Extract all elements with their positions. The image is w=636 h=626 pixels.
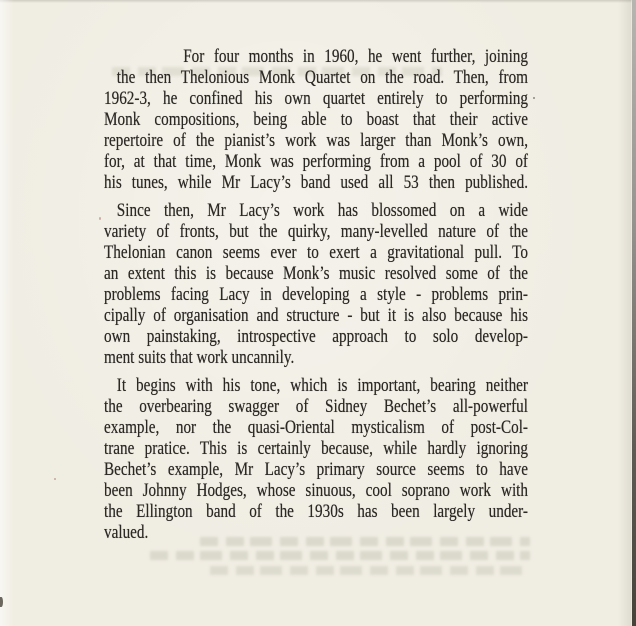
text-line: been Johnny Hodges, whose sinuous, cool soprano work with (104, 480, 528, 501)
page-left-edge-highlight (0, 0, 14, 626)
paper-speck (0, 597, 3, 607)
text-line: his tunes, while Mr Lacy’s band used all 53 then published. (104, 172, 528, 193)
text-line: Since then, Mr Lacy’s work has blossomed on a wide (116, 200, 529, 221)
show-through-text-smudge (150, 551, 530, 560)
text-line: It begins with his tone, which is important, bearing neither (116, 375, 529, 396)
text-line: Monk compositions, being able to boast that their active (104, 109, 528, 130)
paper-speck (533, 97, 535, 99)
paragraph (104, 46, 528, 193)
scan-right-edge-line (632, 0, 636, 626)
paper-speck (54, 478, 56, 480)
text-line: the Ellington band of the 1930s has been largely under- (104, 501, 528, 522)
text-line: trane pratice. This is certainly because, while hardly ignoring (104, 438, 528, 459)
text-line: the then Thelonious Monk Quartet on the road. Then, from (116, 67, 529, 88)
text-line: 1962-3, he confined his own quartet entirely to performing (104, 88, 528, 109)
page-text-block (104, 46, 528, 543)
text-line: Thelonian canon seems ever to exert a gravitational pull. To (104, 242, 528, 263)
text-line: problems facing Lacy in developing a style - problems prin- (104, 284, 528, 305)
text-line: ment suits that work uncannily. (104, 347, 295, 368)
paragraph (104, 200, 528, 368)
text-line: valued. (104, 522, 149, 543)
text-line: Bechet’s example, Mr Lacy’s primary source seems to have (104, 459, 528, 480)
text-line: an extent this is because Monk’s music resolved some of the (104, 263, 528, 284)
text-line: For four months in 1960, he went further, joining (183, 46, 528, 67)
paper-speck (99, 217, 101, 220)
text-line: the overbearing swagger of Sidney Bechet’s all-powerful (104, 396, 528, 417)
page-right-edge-shadow (618, 0, 632, 626)
text-line: repertoire of the pianist’s work was larger than Monk’s own, (104, 130, 528, 151)
text-line: for, at that time, Monk was performing from a pool of 30 of (104, 151, 528, 172)
text-line: variety of fronts, but the quirky, many-levelled nature of the (104, 221, 528, 242)
text-line: cipally of organisation and structure - but it is also because his (104, 305, 528, 326)
page-top-edge-shadow (0, 0, 636, 3)
text-line: own painstaking, introspective approach to solo develop- (104, 326, 528, 347)
show-through-text-smudge (210, 566, 530, 575)
text-line: example, nor the quasi-Oriental mysticalism of post-Col- (104, 417, 528, 438)
paragraph (104, 375, 528, 543)
